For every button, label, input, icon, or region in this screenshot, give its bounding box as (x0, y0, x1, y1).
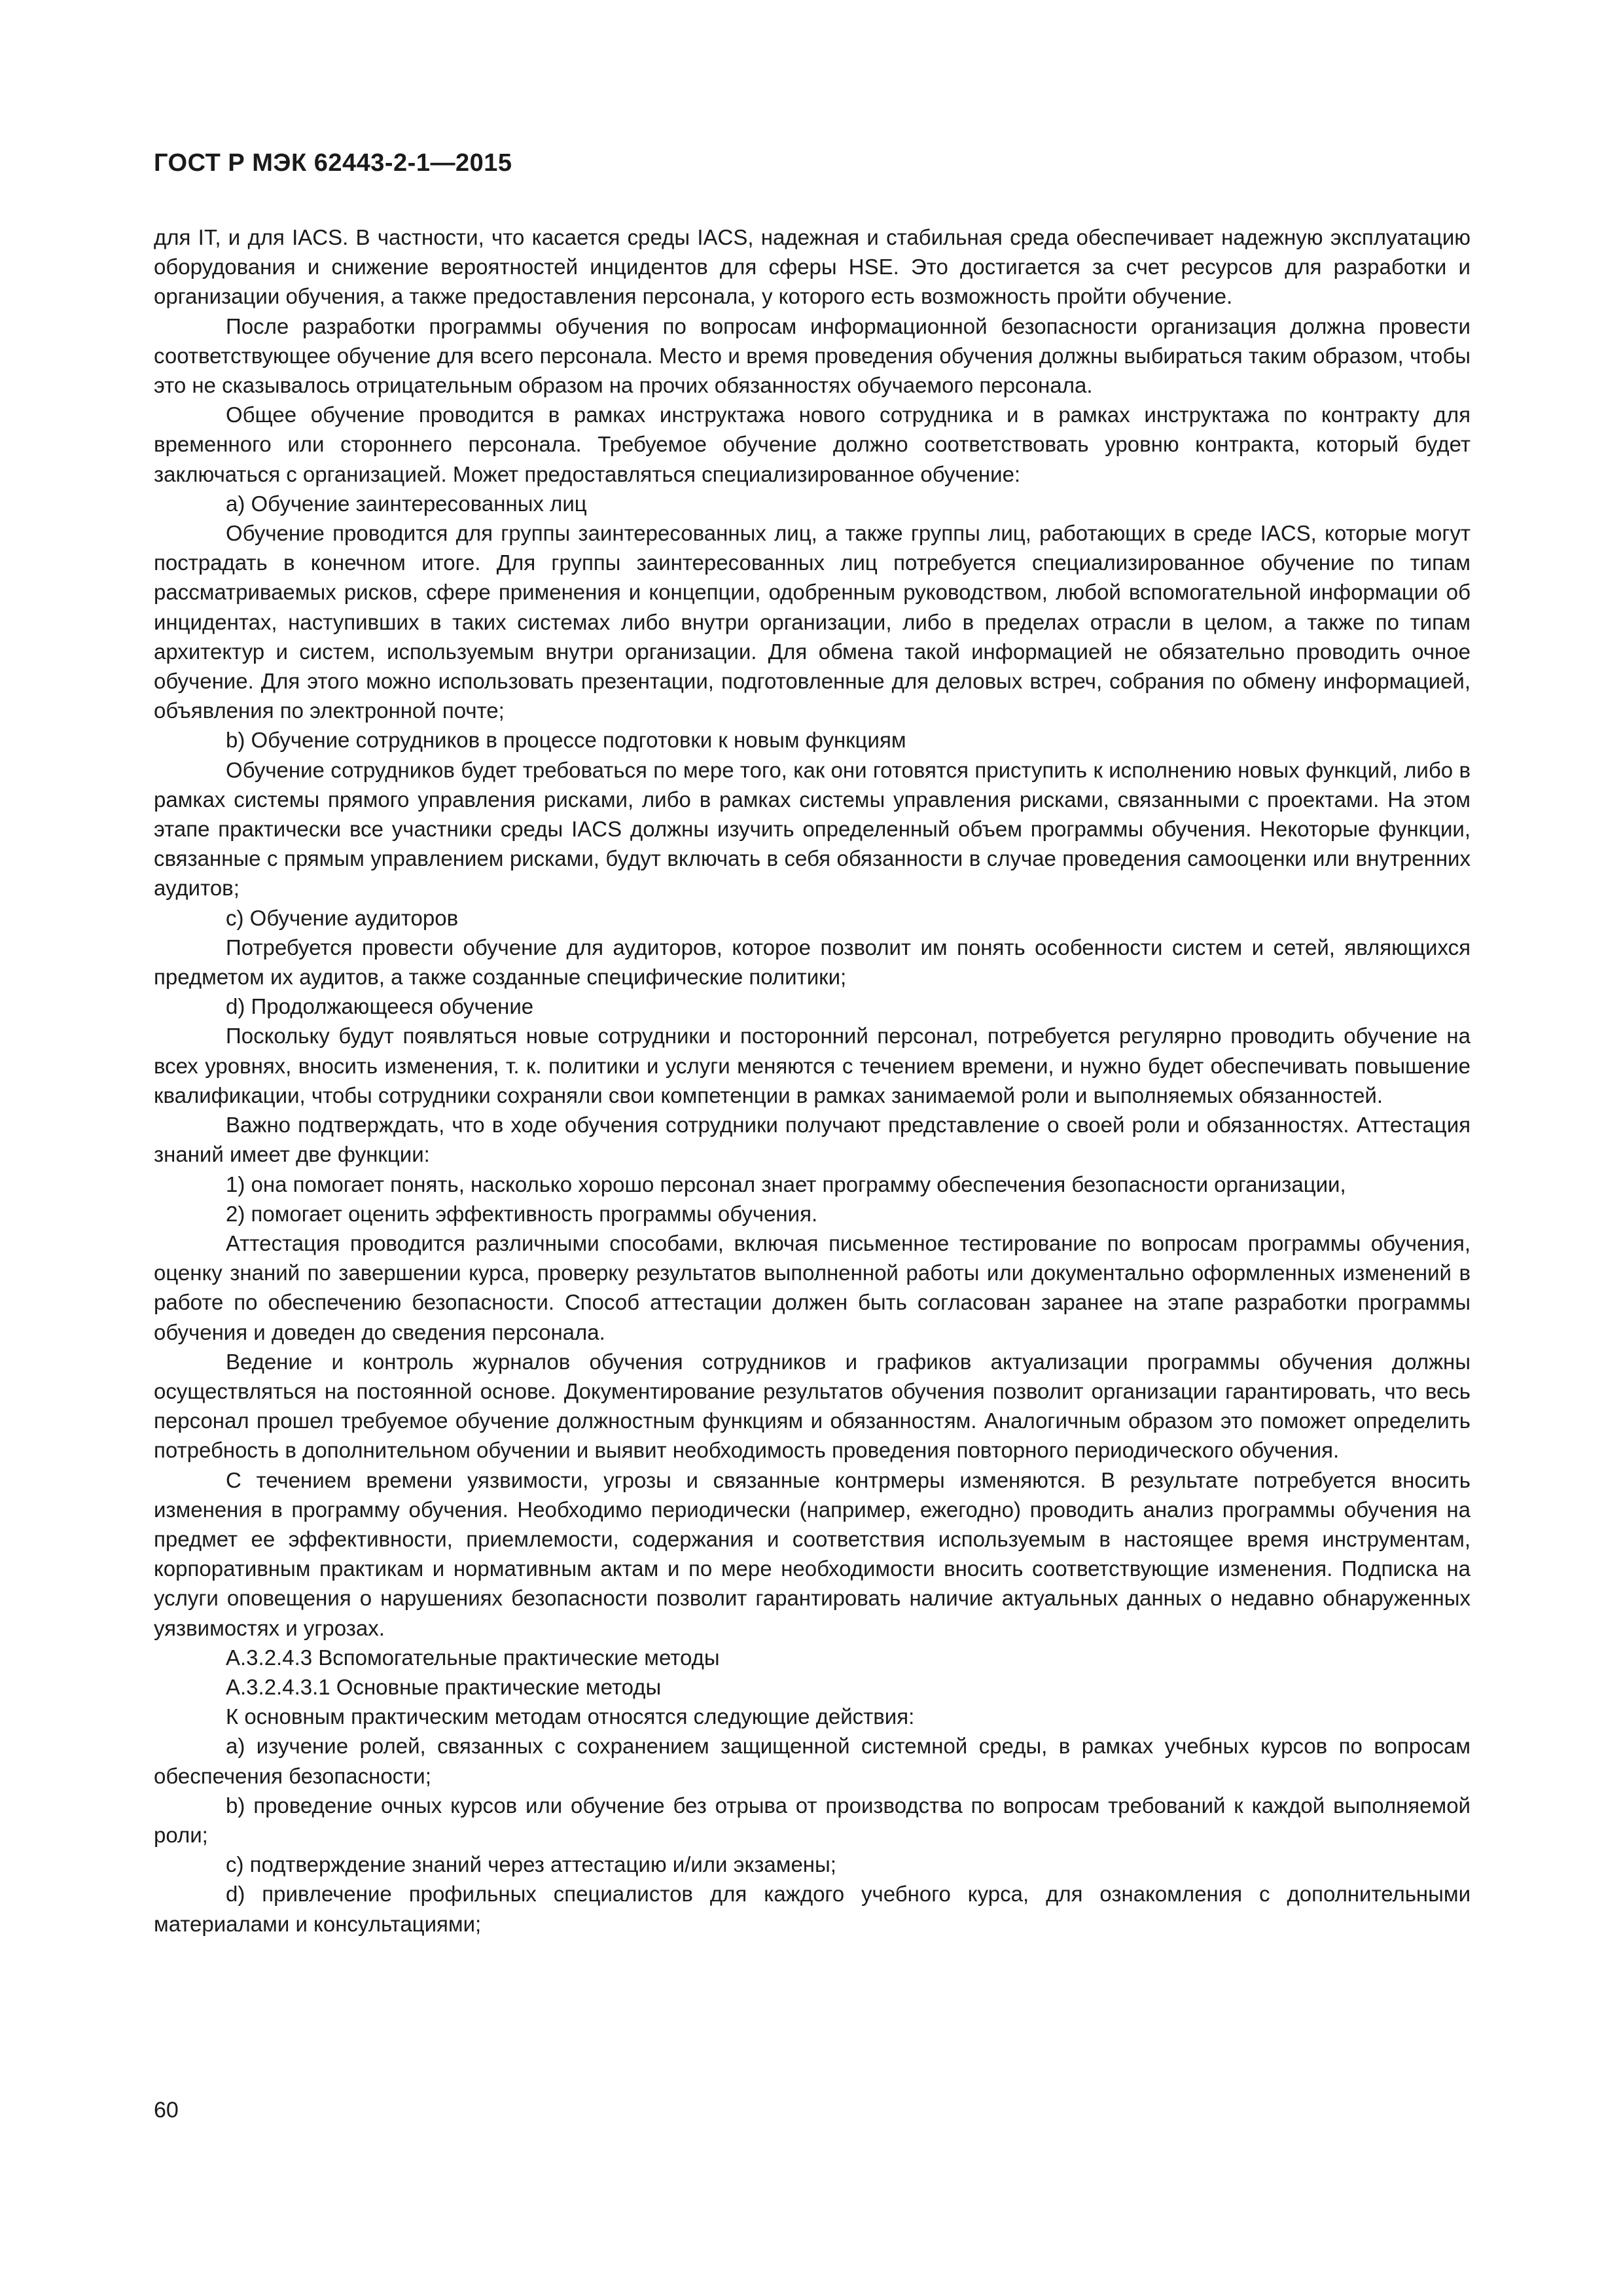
paragraph: a) Обучение заинтересованных лиц (226, 491, 587, 516)
paragraph: После разработки программы обучения по вопросам информационной безопасности организация должна провести соответствующее обучение для всего персонала. Место и время проведения обучения должны выбираться таким образом, чтобы это не сказывалось отрицательным образом на прочих обязанностях обучаемого персонала. (154, 314, 1471, 398)
page-header-standard-id: ГОСТ Р МЭК 62443-2-1—2015 (154, 149, 512, 177)
paragraph: b) проведение очных курсов или обучение без отрыва от производства по вопросам требований к каждой выполняемой роли; (154, 1793, 1471, 1847)
paragraph: А.3.2.4.3 Вспомогательные практические методы (226, 1645, 720, 1670)
paragraph: Потребуется провести обучение для аудиторов, которое позволит им понять особенности систем и сетей, являющихся предметом их аудитов, а также созданные специфические политики; (154, 935, 1471, 990)
paragraph: Обучение проводится для группы заинтересованных лиц, а также группы лиц, работающих в среде IACS, которые могут пострадать в конечном итоге. Для группы заинтересованных лиц потребуется специализированное обучение по типам рассматриваемых рисков, сфере применения и концепции, одобренным руководством, любой вспомогательной информации об инцидентах, наступивших в таких системах либо внутри организации, либо в пределах отрасли в целом, а также по типам архитектур и систем, используемым внутри организации. Для обмена такой информацией не обязательно проводить очное обучение. Для этого можно использовать презентации, подготовленные для деловых встреч, собрания по обмену информацией, объявления по электронной почте; (154, 521, 1471, 723)
paragraph: a) изучение ролей, связанных с сохранением защищенной системной среды, в рамках учебных курсов по вопросам обеспечения безопасности; (154, 1734, 1471, 1788)
paragraph: Общее обучение проводится в рамках инструктажа нового сотрудника и в рамках инструктажа по контракту для временного или стороннего персонала. Требуемое обучение должно соответствовать уровню контракта, который будет заключаться с организацией. Может предоставляться специализированное обучение: (154, 403, 1471, 486)
paragraph: Ведение и контроль журналов обучения сотрудников и графиков актуализации программы обучения должны осуществляться на постоянной основе. Документирование результатов обучения позволит организации гарантировать, что весь персонал прошел требуемое обучение должностным функциям и обязанностям. Аналогичным образом это поможет определить потребность в дополнительном обучении и выявит необходимость проведения повторного периодического обучения. (154, 1349, 1471, 1463)
paragraph: c) подтверждение знаний через аттестацию и/или экзамены; (226, 1852, 836, 1877)
paragraph: С течением времени уязвимости, угрозы и связанные контрмеры изменяются. В результате потребуется вносить изменения в программу обучения. Необходимо периодически (например, ежегодно) проводить анализ программы обучения на предмет ее эффективности, приемлемости, содержания и соответствия используемым в настоящее время инструментам, корпоративным практикам и нормативным актам и по мере необходимости вносить соответствующие изменения. Подписка на услуги оповещения о нарушениях безопасности позволит гарантировать наличие актуальных данных о недавно обнаруженных уязвимостях и угрозах. (154, 1467, 1471, 1640)
paragraph: d) привлечение профильных специалистов для каждого учебного курса, для ознакомления с дополнительными материалами и консультациями; (154, 1882, 1471, 1936)
page-number: 60 (154, 2098, 179, 2123)
document-body (154, 223, 1471, 1939)
paragraph: Обучение сотрудников будет требоваться по мере того, как они готовятся приступить к исполнению новых функций, либо в рамках системы прямого управления рисками, либо в рамках системы управления рисками, связанными с проектами. На этом этапе практически все участники среды IACS должны изучить определенный объем программы обучения. Некоторые функции, связанные с прямым управлением рисками, будут включать в себя обязанности в случае проведения самооценки или внутренних аудитов; (154, 757, 1471, 901)
paragraph: b) Обучение сотрудников в процессе подготовки к новым функциям (226, 728, 906, 753)
paragraph: 2) помогает оценить эффективность программы обучения. (226, 1201, 818, 1226)
paragraph: 1) она помогает понять, насколько хорошо персонал знает программу обеспечения безопасности организации, (226, 1172, 1346, 1196)
paragraph: c) Обучение аудиторов (226, 905, 459, 930)
paragraph: Поскольку будут появляться новые сотрудники и посторонний персонал, потребуется регулярно проводить обучение на всех уровнях, вносить изменения, т. к. политики и услуги меняются с течением времени, и нужно будет обеспечивать повышение квалификации, чтобы сотрудники сохраняли свои компетенции в рамках занимаемой роли и выполняемых обязанностей. (154, 1024, 1471, 1107)
paragraph: Аттестация проводится различными способами, включая письменное тестирование по вопросам программы обучения, оценку знаний по завершении курса, проверку результатов выполненной работы или документально оформленных изменений в работе по обеспечению безопасности. Способ аттестации должен быть согласован заранее на этапе разработки программы обучения и доведен до сведения персонала. (154, 1230, 1471, 1344)
paragraph: К основным практическим методам относятся следующие действия: (226, 1704, 915, 1729)
paragraph: для IT, и для IACS. В частности, что касается среды IACS, надежная и стабильная среда обеспечивает надежную эксплуатацию оборудования и снижение вероятностей инцидентов для сферы HSE. Это достигается за счет ресурсов для разработки и организации обучения, а также предоставления персонала, у которого есть возможность пройти обучение. (154, 225, 1471, 309)
paragraph: d) Продолжающееся обучение (226, 994, 534, 1019)
paragraph: Важно подтверждать, что в ходе обучения сотрудники получают представление о своей роли и обязанностях. Аттестация знаний имеет две функции: (154, 1113, 1471, 1167)
paragraph: А.3.2.4.3.1 Основные практические методы (226, 1674, 662, 1699)
